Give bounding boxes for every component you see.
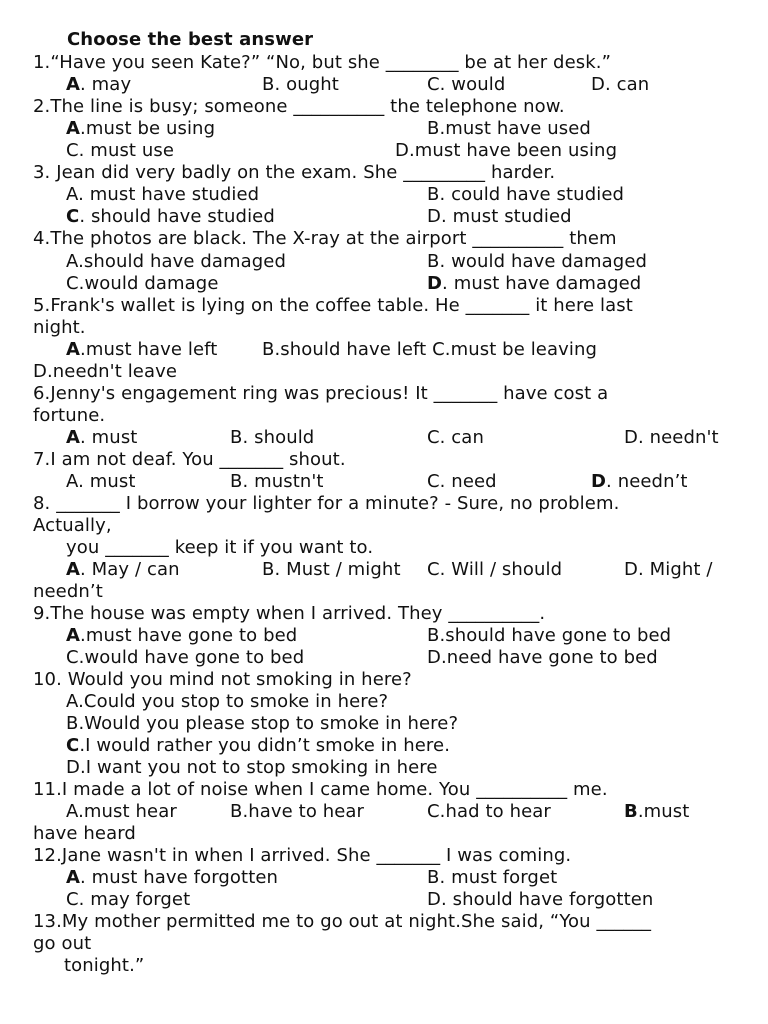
q10-option-d: D.I want you not to stop smoking in here — [66, 757, 438, 778]
q6-option-a: A. must — [66, 427, 138, 448]
q9-option-b: B.should have gone to bed — [427, 625, 672, 646]
question-6-stem: 6.Jenny's engagement ring was precious! It _______ have cost a — [33, 383, 609, 404]
q1-option-d: D. can — [591, 74, 650, 95]
q1-option-b: B. ought — [262, 74, 339, 95]
question-12-stem: 12.Jane wasn't in when I arrived. She _______ I was coming. — [33, 845, 572, 866]
q8-option-d-cont: needn’t — [33, 581, 103, 602]
question-13-stem-cont-2: tonight.” — [64, 955, 145, 976]
q6-option-c: C. can — [427, 427, 484, 448]
q10-option-c: C.I would rather you didn’t smoke in here. — [66, 735, 451, 756]
q8-option-a: A. May / can — [66, 559, 180, 580]
q12-option-d: D. should have forgotten — [427, 889, 654, 910]
q11-option-a: A.must hear — [66, 801, 177, 822]
q3-option-b: B. could have studied — [427, 184, 625, 205]
question-2-stem: 2.The line is busy; someone __________ the telephone now. — [33, 96, 565, 117]
q12-option-a: A. must have forgotten — [66, 867, 279, 888]
q7-option-c: C. need — [427, 471, 497, 492]
q10-option-a: A.Could you stop to smoke in here? — [66, 691, 389, 712]
question-5-stem-cont: night. — [33, 317, 86, 338]
question-8-stem: 8. _______ I borrow your lighter for a minute? - Sure, no problem. — [33, 493, 620, 514]
q11-option-b: B.have to hear — [230, 801, 365, 822]
q6-option-d: D. needn't — [624, 427, 719, 448]
q1-option-c: C. would — [427, 74, 506, 95]
q4-option-c: C.would damage — [66, 273, 219, 294]
q9-option-a: A.must have gone to bed — [66, 625, 298, 646]
q2-option-d: D.must have been using — [395, 140, 618, 161]
question-7-stem: 7.I am not deaf. You _______ shout. — [33, 449, 346, 470]
q11-option-d-cont: have heard — [33, 823, 136, 844]
q10-option-b: B.Would you please stop to smoke in here? — [66, 713, 459, 734]
q2-option-b: B.must have used — [427, 118, 591, 139]
q2-option-a: A.must be using — [66, 118, 216, 139]
q5-option-a: A.must have left — [66, 339, 218, 360]
q3-option-d: D. must studied — [427, 206, 572, 227]
question-10-stem: 10. Would you mind not smoking in here? — [33, 669, 412, 690]
question-13-stem-cont: go out — [33, 933, 92, 954]
question-1-stem: 1.“Have you seen Kate?” “No, but she ________ be at her desk.” — [33, 52, 612, 73]
q8-option-b: B. Must / might — [262, 559, 401, 580]
question-3-stem: 3. Jean did very badly on the exam. She _________ harder. — [33, 162, 556, 183]
worksheet-title: Choose the best answer — [67, 29, 314, 50]
q12-option-b: B. must forget — [427, 867, 558, 888]
q12-option-c: C. may forget — [66, 889, 191, 910]
q1-option-a: A. may — [66, 74, 132, 95]
question-5-stem: 5.Frank's wallet is lying on the coffee table. He _______ it here last — [33, 295, 633, 316]
q9-option-c: C.would have gone to bed — [66, 647, 305, 668]
question-8-stem-cont-2: you _______ keep it if you want to. — [66, 537, 374, 558]
q5-option-d: D.needn't leave — [33, 361, 178, 382]
question-9-stem: 9.The house was empty when I arrived. They __________. — [33, 603, 546, 624]
q11-option-c: C.had to hear — [427, 801, 551, 822]
q7-option-a: A. must — [66, 471, 136, 492]
q7-option-d: D. needn’t — [591, 471, 688, 492]
question-13-stem: 13.My mother permitted me to go out at night.She said, “You ______ — [33, 911, 652, 932]
q8-option-d: D. Might / — [624, 559, 713, 580]
q8-option-c: C. Will / should — [427, 559, 563, 580]
question-6-stem-cont: fortune. — [33, 405, 106, 426]
q4-option-b: B. would have damaged — [427, 251, 648, 272]
q9-option-d: D.need have gone to bed — [427, 647, 658, 668]
q4-option-a: A.should have damaged — [66, 251, 287, 272]
q7-option-b: B. mustn't — [230, 471, 324, 492]
q2-option-c: C. must use — [66, 140, 175, 161]
q3-option-c: C. should have studied — [66, 206, 275, 227]
q11-option-d: B.must — [624, 801, 690, 822]
question-4-stem: 4.The photos are black. The X-ray at the airport __________ them — [33, 228, 617, 249]
question-11-stem: 11.I made a lot of noise when I came home. You __________ me. — [33, 779, 608, 800]
q3-option-a: A. must have studied — [66, 184, 260, 205]
q5-option-b-c: B.should have left C.must be leaving — [262, 339, 597, 360]
q6-option-b: B. should — [230, 427, 315, 448]
question-8-stem-cont: Actually, — [33, 515, 112, 536]
q4-option-d: D. must have damaged — [427, 273, 642, 294]
